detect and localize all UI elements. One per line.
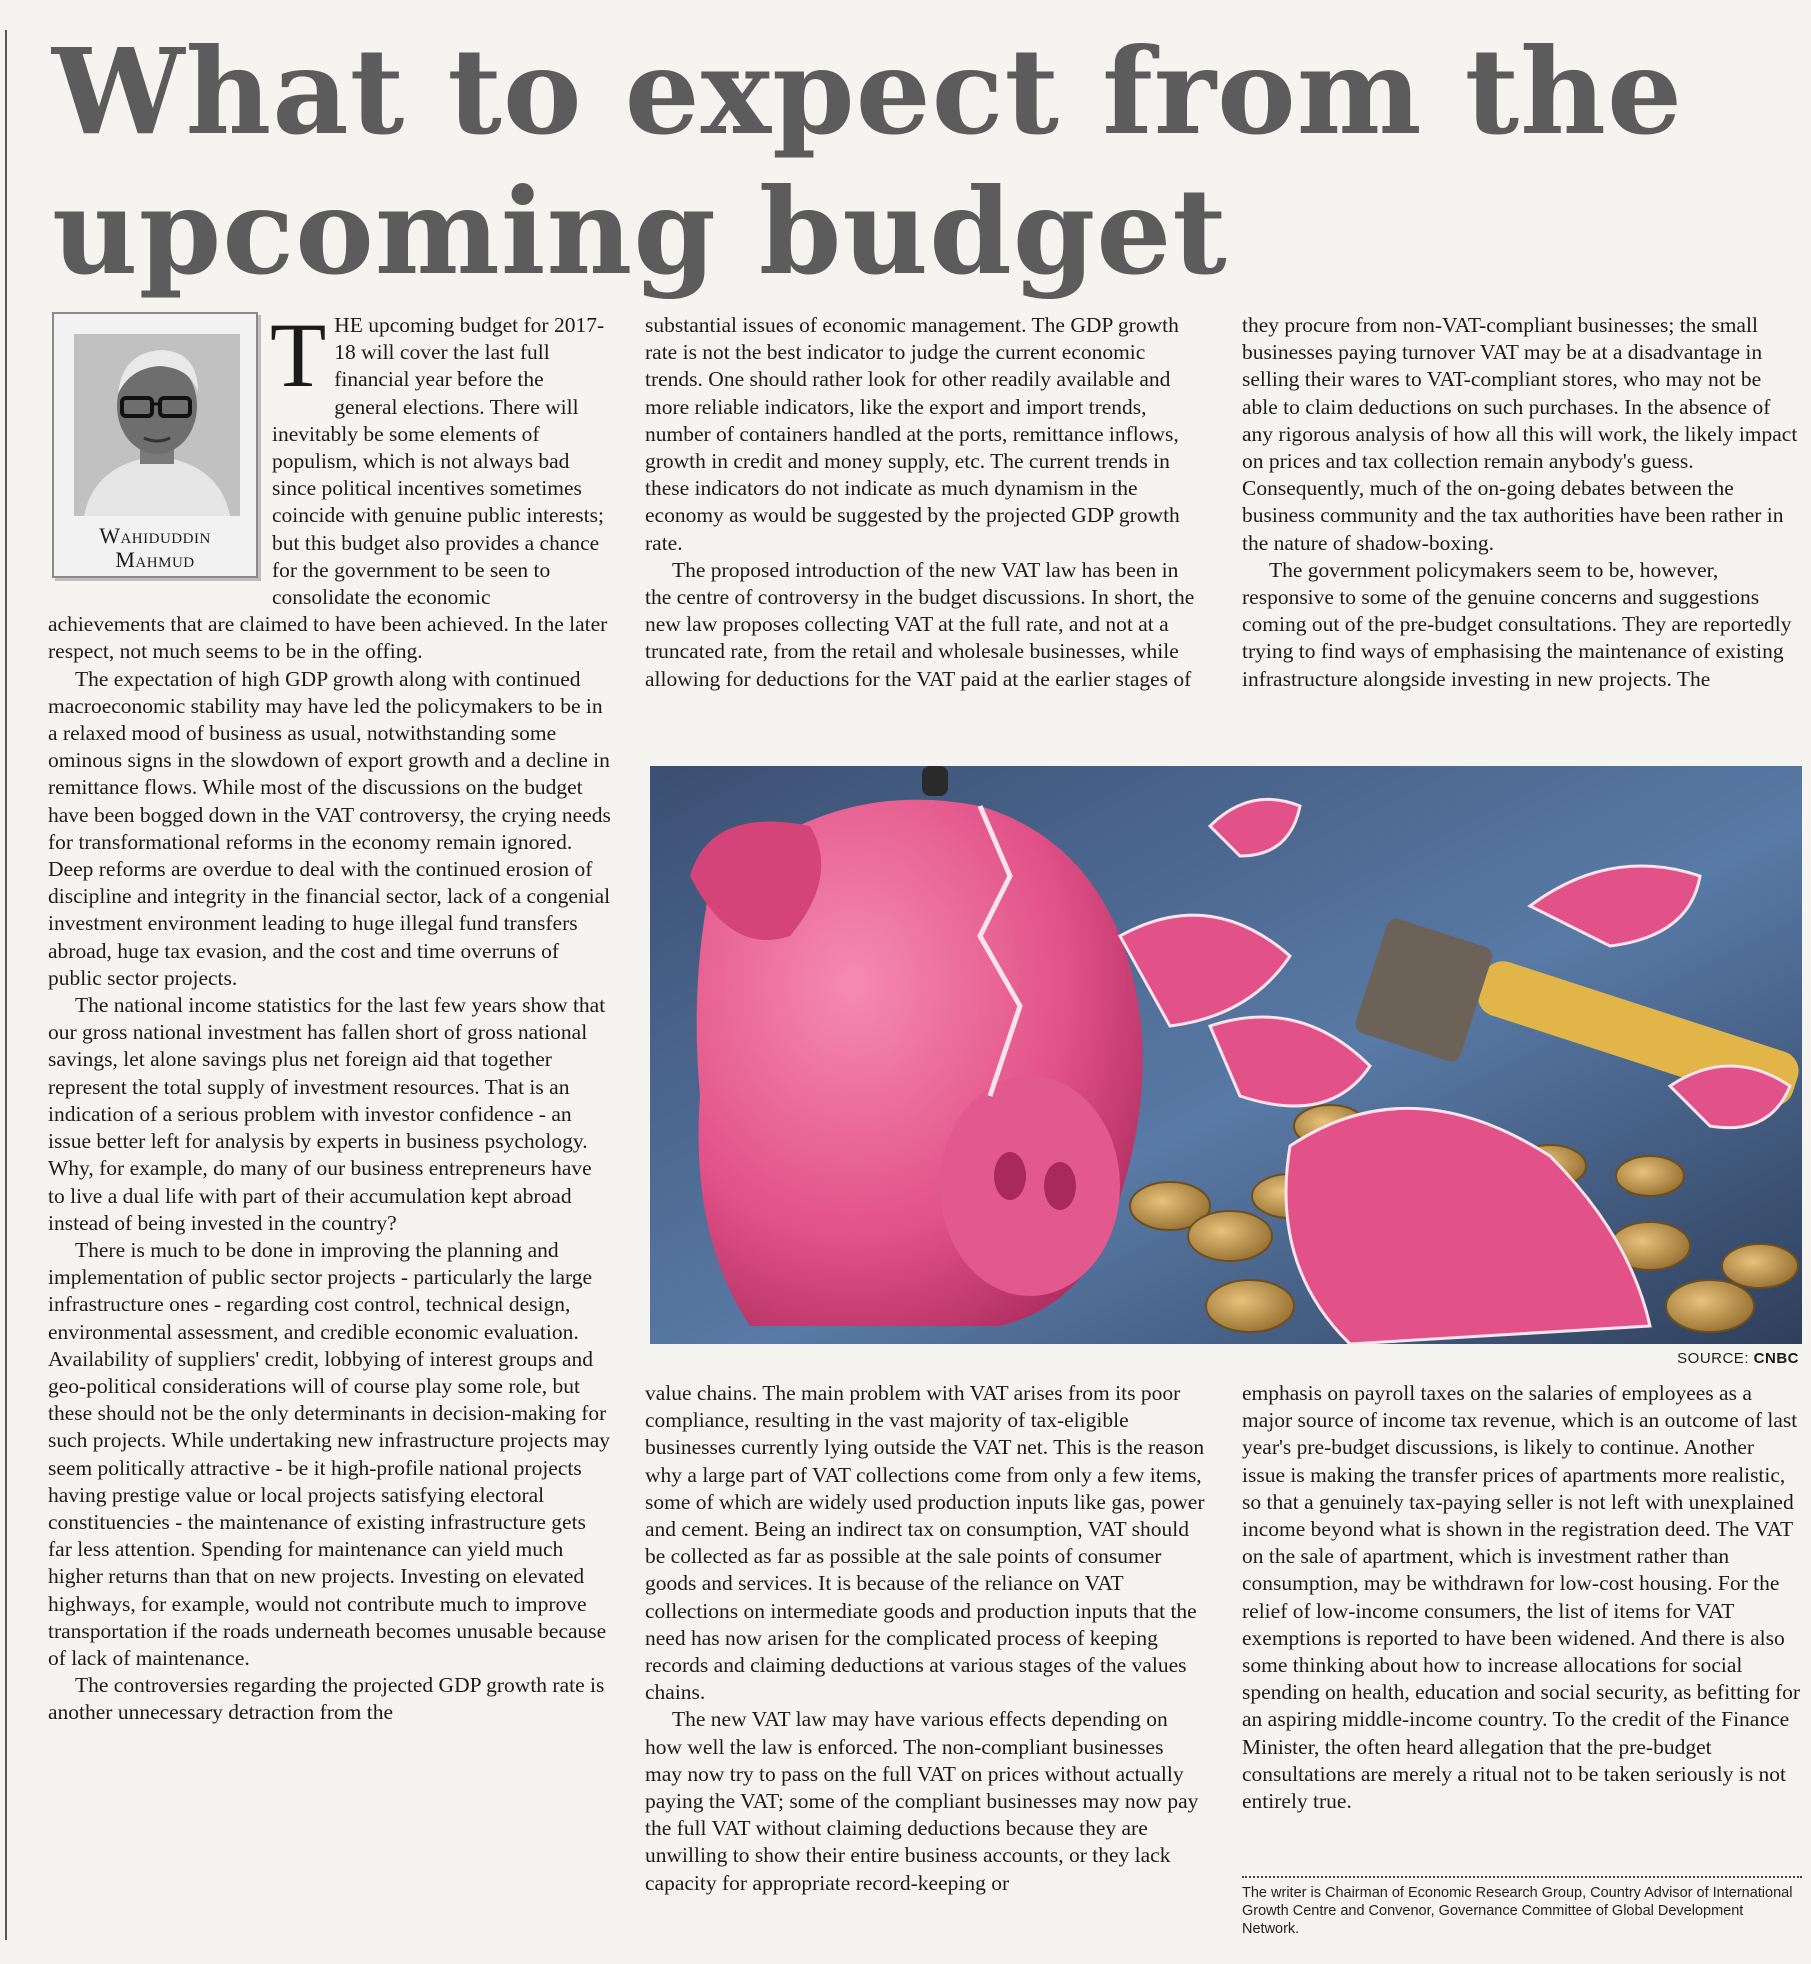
- paragraph: The expectation of high GDP growth along with continued macroeconomic stability may have led the policymakers to be in a relaxed mood of business as usual, notwithstanding some ominous signs in the slowdown of export growth and a decline in remittance flows. While most of the discussions on the budget have been bogged down in the VAT controversy, the crying needs for transformational reforms in the economy remain ignored. Deep reforms are overdue to deal with the continued erosion of discipline and integrity in the financial sector, lack of a congenial investment environment leading to huge illegal fund transfers abroad, huge tax evasion, and the cost and time overruns of public sector projects.: [48, 666, 611, 990]
- article-column-3-bottom: [1242, 1380, 1802, 1815]
- author-footnote: The writer is Chairman of Economic Research Group, Country Advisor of International Growth Centre and Convenor, Governance Committee of Global Development Network.: [1242, 1885, 1793, 1937]
- paragraph: value chains. The main problem with VAT arises from its poor compliance, resulting in the vast majority of tax-eligible businesses currently lying outside the VAT net. This is the reason why a large part of VAT collections come from only a few items, some of which are widely used production inputs like gas, power and cement. Being an indirect tax on consumption, VAT should be collected as far as possible at the sale points of consumer goods and services. It is because of the reliance on VAT collections on intermediate goods and production inputs that the need has now arisen for the complicated process of keeping records and claiming deductions at various stages of the values chains.: [645, 1381, 1205, 1705]
- footnote-divider: [1242, 1876, 1802, 1878]
- author-name: Wahiduddin Mahmud: [99, 523, 211, 572]
- drop-cap: T: [270, 304, 327, 406]
- paragraph: The national income statistics for the last few years show that our gross national investment has fallen short of gross national savings, let alone savings plus net foreign aid that together represent the total supply of investment resources. That is an indication of a serious problem with investor confidence - an issue better left for analysis by experts in business psychology. Why, for example, do many of our business entrepreneurs have to live a dual life with part of their accumulation kept abroad instead of being invested in the country?: [48, 993, 606, 1235]
- paragraph: The new VAT law may have various effects depending on how well the law is enforced. The non-compliant businesses may now try to pass on the full VAT on prices without actually paying the VAT; some of the compliant businesses may now pay the full VAT without claiming deductions because they are unwilling to show their entire business accounts, or they lack capacity for appropriate record-keeping or: [645, 1707, 1199, 1895]
- article-column-2-top: [645, 312, 1205, 693]
- broken-piggy-bank-photo: [650, 766, 1802, 1344]
- paragraph: The controversies regarding the projected GDP growth rate is another unnecessary detraction from the: [48, 1673, 605, 1725]
- photo-credit: [1677, 1350, 1799, 1367]
- article-column-1: [48, 304, 611, 1727]
- paragraph: The proposed introduction of the new VAT law has been in the centre of controversy in the budget discussions. In short, the new law proposes collecting VAT at the full rate, and not at a truncated rate, from the retail and wholesale businesses, while allowing for deductions for the VAT paid at the earlier stages of: [645, 557, 1195, 691]
- photo-credit-label: SOURCE:: [1677, 1350, 1749, 1367]
- paragraph: substantial issues of economic management. The GDP growth rate is not the best indicator to judge the current economic trends. One should rather look for other readily available and more reliable indicators, like the export and import trends, number of containers handled at the ports, remittance inflows, growth in credit and money supply, etc. The current trends in these indicators do not indicate as much dynamism in the economy as would be suggested by the projected GDP growth rate.: [645, 313, 1180, 555]
- headline: What to expect from the upcoming budget: [52, 22, 1684, 301]
- author-box: [52, 312, 258, 578]
- paragraph: The government policymakers seem to be, however, responsive to some of the genuine concerns and suggestions coming out of the pre-budget consultations. They are reportedly trying to find ways of emphasising the maintenance of existing infrastructure alongside investing in new projects. The: [1242, 557, 1792, 691]
- paragraph: emphasis on payroll taxes on the salaries of employees as a major source of income tax revenue, which is an outcome of last year's pre-budget discussions, is likely to continue. Another issue is making the transfer prices of apartments more realistic, so that a genuinely tax-paying seller is not left with unexplained income beyond what is shown in the registration deed. The VAT on the sale of apartment, which is investment rather than consumption, may be withdrawn for low-cost housing. For the relief of low-income consumers, the list of items for VAT exemptions is reported to have been widened. And there is also some thinking about how to increase allocations for social spending on health, education and social security, as befitting for an aspiring middle-income country. To the credit of the Finance Minister, the often heard allegation that the pre-budget consultations are merely a ritual not to be taken seriously is not entirely true.: [1242, 1381, 1801, 1814]
- paragraph: they procure from non-VAT-compliant businesses; the small businesses paying turnover VAT may be at a disadvantage in selling their wares to VAT-compliant stores, who may not be able to claim deductions on such purchases. In the absence of any rigorous analysis of how all this will work, the likely impact on prices and tax collection remain anybody's guess. Consequently, much of the on-going debates between the business community and the tax authorities have been rather in the nature of shadow-boxing.: [1242, 313, 1798, 555]
- photo-credit-name: CNBC: [1753, 1350, 1799, 1367]
- paragraph: There is much to be done in improving the planning and implementation of public sector projects - particularly the large infrastructure ones - regarding cost control, technical design, environmental assessment, and credible economic evaluation. Availability of suppliers' credit, lobbying of interest groups and geo-political considerations will of course play some role, but these should not be the only determinants in decision-making for such projects. While undertaking new infrastructure projects may seem politically attractive - be it high-profile national projects having prestige value or local projects satisfying electoral constituencies - the maintenance of existing infrastructure gets far less attention. Spending for maintenance can yield much higher returns than that on new projects. Investing on elevated highways, for example, would not contribute much to improve transportation if the roads underneath becomes unusable because of lack of maintenance.: [48, 1237, 611, 1670]
- left-column-rule: [5, 30, 7, 1940]
- paragraph: HE upcoming budget for 2017-18 will cover the last full financial year before the general elections. There will inevitably be some elements of populism, which is not always bad since political incentives sometimes coincide with genuine public interests; but this budget also provides a chance for the government to be seen to consolidate the economic achievements that are claimed to have been achieved. In the later respect, not much seems to be in the offing.: [48, 313, 608, 664]
- author-portrait: [74, 334, 240, 516]
- article-column-3-top: [1242, 312, 1802, 693]
- article-column-2-bottom: [645, 1380, 1205, 1897]
